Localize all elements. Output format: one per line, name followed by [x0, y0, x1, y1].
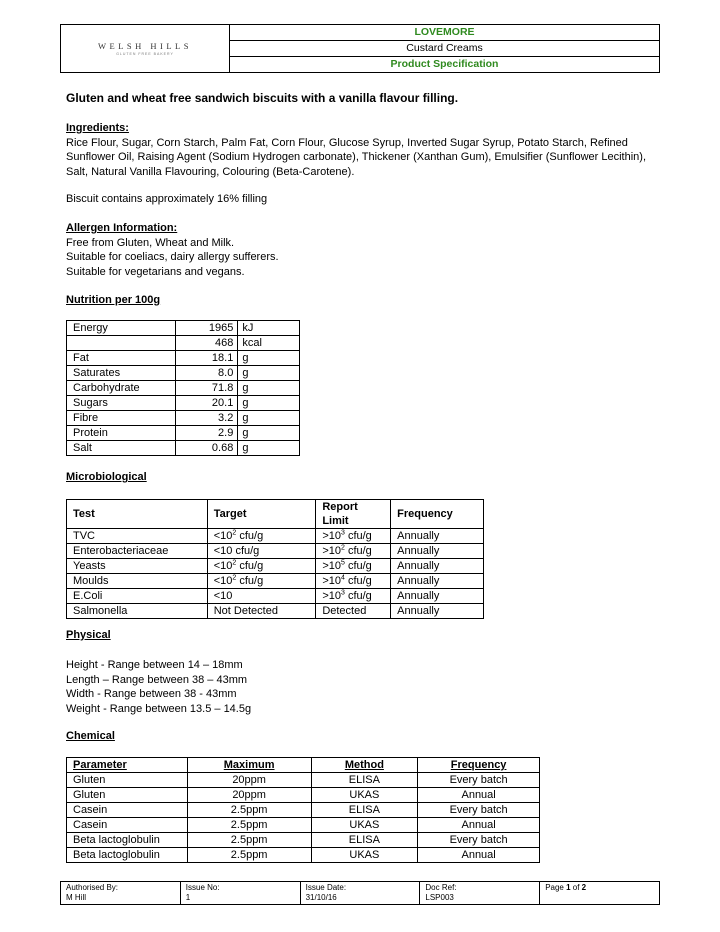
- chemical-row: [67, 773, 540, 788]
- limit-exponent: 3: [340, 589, 345, 597]
- limit-base: >10: [322, 590, 341, 602]
- footer-value: M Hill: [66, 893, 86, 902]
- issue-date-cell: [301, 882, 421, 904]
- frequency: Annually: [391, 574, 484, 589]
- limit-exponent: 4: [340, 574, 345, 582]
- limit-base: Detected: [322, 605, 367, 617]
- nutrient-unit: kJ: [238, 321, 300, 336]
- limit-unit: cfu/g: [344, 575, 372, 587]
- method: UKAS: [311, 848, 418, 863]
- maximum: 2.5ppm: [187, 803, 311, 818]
- nutrient-name: Fibre: [67, 411, 176, 426]
- nutrition-row: [67, 366, 300, 381]
- test-name: Yeasts: [67, 559, 208, 574]
- limit-cell: [316, 604, 391, 619]
- allergen-heading: Allergen Information:: [66, 222, 178, 234]
- authorised-cell: [61, 882, 181, 904]
- nutrition-row: [67, 336, 300, 351]
- page-number: 1: [566, 883, 571, 892]
- nutrient-value: 20.1: [175, 396, 238, 411]
- parameter: Beta lactoglobulin: [67, 848, 188, 863]
- limit-base: >10: [322, 530, 341, 542]
- column-header: Report Limit: [316, 500, 391, 529]
- page-of: of: [570, 883, 582, 892]
- column-header: Frequency: [391, 500, 484, 529]
- column-header: Method: [311, 758, 418, 773]
- parameter: Beta lactoglobulin: [67, 833, 188, 848]
- physical-line: Weight - Range between 13.5 – 14.5g: [66, 702, 252, 715]
- limit-base: >10: [322, 575, 341, 587]
- limit-cell: [316, 544, 391, 559]
- target-base: <10 cfu/g: [213, 545, 260, 557]
- target-cell: [207, 544, 316, 559]
- chemical-heading: Chemical: [66, 730, 115, 742]
- method: UKAS: [311, 788, 418, 803]
- frequency: Every batch: [418, 803, 540, 818]
- nutrition-row: [67, 381, 300, 396]
- target-base: <10: [213, 590, 233, 602]
- target-cell: [207, 529, 316, 544]
- target-unit: cfu/g: [236, 530, 264, 542]
- document-type: Product Specification: [390, 58, 499, 70]
- allergen-line: Free from Gluten, Wheat and Milk.: [66, 236, 235, 249]
- nutrition-row: [67, 426, 300, 441]
- page-number-cell: [540, 882, 659, 904]
- logo-subtext: GLUTEN FREE BAKERY: [116, 52, 174, 56]
- test-name: E.Coli: [67, 589, 208, 604]
- maximum: 20ppm: [187, 773, 311, 788]
- allergen-line: Suitable for vegetarians and vegans.: [66, 265, 245, 278]
- nutrient-unit: g: [238, 396, 300, 411]
- limit-unit: cfu/g: [344, 590, 372, 602]
- frequency: Annual: [418, 818, 540, 833]
- frequency: Annual: [418, 788, 540, 803]
- nutrient-value: 71.8: [175, 381, 238, 396]
- limit-unit: cfu/g: [344, 545, 372, 557]
- physical-heading: Physical: [66, 629, 111, 641]
- footer-label: Issue No:: [185, 883, 220, 892]
- parameter: Casein: [67, 803, 188, 818]
- physical-line: Length – Range between 38 – 43mm: [66, 673, 248, 686]
- nutrient-name: [67, 336, 176, 351]
- method: ELISA: [311, 773, 418, 788]
- nutrition-row: [67, 441, 300, 456]
- target-base: <10: [213, 530, 233, 542]
- parameter: Gluten: [67, 788, 188, 803]
- micro-row: [67, 589, 484, 604]
- nutrition-heading: Nutrition per 100g: [66, 294, 161, 306]
- column-header: Test: [67, 500, 208, 529]
- nutrient-unit: g: [238, 366, 300, 381]
- maximum: 20ppm: [187, 788, 311, 803]
- page-total: 2: [581, 883, 587, 892]
- chemical-row: [67, 848, 540, 863]
- chemical-row: [67, 818, 540, 833]
- limit-exponent: 5: [340, 559, 345, 567]
- limit-exponent: 2: [340, 544, 345, 552]
- allergen-line: Suitable for coeliacs, dairy allergy sufferers.: [66, 251, 279, 263]
- nutrient-name: Salt: [67, 441, 176, 456]
- target-exponent: 2: [232, 559, 237, 567]
- micro-row: [67, 559, 484, 574]
- nutrient-name: Protein: [67, 426, 176, 441]
- document-header: [60, 24, 660, 73]
- nutrition-row: [67, 396, 300, 411]
- limit-cell: [316, 589, 391, 604]
- nutrient-name: Sugars: [67, 396, 176, 411]
- footer-value: LSP003: [425, 893, 454, 902]
- column-header: Parameter: [67, 758, 188, 773]
- nutrient-unit: kcal: [238, 336, 300, 351]
- ingredients-text: Rice Flour, Sugar, Corn Starch, Palm Fat, Corn Flour, Glucose Syrup, Inverted Sugar Syrup, Potato Starch, Refined Sunflower Oil, Raising Agent (Sodium Hydrogen carbonate), Thickener (Xanthan Gum), Emulsifier (Sunflower Lecithin), Salt, Natural Vanilla Flavouring, Colouring (Beta-Carotene).: [66, 136, 647, 178]
- limit-cell: [316, 574, 391, 589]
- document-footer: [60, 881, 660, 905]
- ingredients-section: [66, 121, 658, 179]
- micro-heading: Microbiological: [66, 471, 147, 483]
- nutrition-row: [67, 321, 300, 336]
- test-name: Salmonella: [67, 604, 208, 619]
- test-name: Enterobacteriaceae: [67, 544, 208, 559]
- nutrient-name: Energy: [67, 321, 176, 336]
- product-name: Custard Creams: [230, 41, 659, 57]
- micro-row: [67, 604, 484, 619]
- frequency: Annually: [391, 589, 484, 604]
- footer-value: 1: [185, 893, 191, 902]
- nutrient-unit: g: [238, 381, 300, 396]
- target-base: Not Detected: [213, 605, 278, 617]
- target-cell: [207, 589, 316, 604]
- maximum: 2.5ppm: [187, 848, 311, 863]
- chemical-row: [67, 803, 540, 818]
- target-exponent: 2: [232, 574, 237, 582]
- method: ELISA: [311, 833, 418, 848]
- physical-line: Width - Range between 38 - 43mm: [66, 688, 237, 700]
- column-header: Maximum: [187, 758, 311, 773]
- target-base: <10: [213, 575, 233, 587]
- limit-unit: cfu/g: [344, 560, 372, 572]
- footer-label: Issue Date:: [305, 883, 347, 892]
- limit-cell: [316, 529, 391, 544]
- nutrient-unit: g: [238, 441, 300, 456]
- chemical-row: [67, 833, 540, 848]
- frequency: Annually: [391, 529, 484, 544]
- nutrient-unit: g: [238, 411, 300, 426]
- logo-text: WELSH HILLS: [98, 41, 192, 51]
- target-base: <10: [213, 560, 233, 572]
- method: ELISA: [311, 803, 418, 818]
- frequency: Every batch: [418, 833, 540, 848]
- frequency: Annually: [391, 559, 484, 574]
- target-cell: [207, 574, 316, 589]
- nutrition-row: [67, 411, 300, 426]
- nutrient-unit: g: [238, 426, 300, 441]
- method: UKAS: [311, 818, 418, 833]
- allergen-section: [66, 221, 658, 279]
- test-name: TVC: [67, 529, 208, 544]
- target-unit: cfu/g: [236, 575, 264, 587]
- target-cell: [207, 559, 316, 574]
- limit-exponent: 3: [340, 529, 345, 537]
- nutrition-row: [67, 351, 300, 366]
- nutrient-name: Fat: [67, 351, 176, 366]
- frequency: Annual: [418, 848, 540, 863]
- target-unit: cfu/g: [236, 560, 264, 572]
- ingredients-heading: Ingredients:: [66, 122, 129, 134]
- company-name: LOVEMORE: [230, 25, 659, 41]
- page-prefix: Page: [545, 883, 567, 892]
- footer-label: Doc Ref:: [425, 883, 457, 892]
- frequency: Annually: [391, 544, 484, 559]
- footer-label: Authorised By:: [66, 883, 119, 892]
- logo: [61, 25, 230, 72]
- frequency: Every batch: [418, 773, 540, 788]
- nutrient-unit: g: [238, 351, 300, 366]
- micro-row: [67, 544, 484, 559]
- nutrition-table: [66, 320, 300, 456]
- micro-table: [66, 499, 484, 619]
- column-header: Frequency: [418, 758, 540, 773]
- target-exponent: 2: [232, 529, 237, 537]
- test-name: Moulds: [67, 574, 208, 589]
- parameter: Casein: [67, 818, 188, 833]
- chemical-table: [66, 757, 540, 863]
- issue-no-cell: [181, 882, 301, 904]
- nutrient-name: Carbohydrate: [67, 381, 176, 396]
- maximum: 2.5ppm: [187, 833, 311, 848]
- chemical-row: [67, 788, 540, 803]
- nutrient-value: 8.0: [175, 366, 238, 381]
- filling-note: Biscuit contains approximately 16% filling: [66, 193, 268, 205]
- column-header: Target: [207, 500, 316, 529]
- nutrient-value: 3.2: [175, 411, 238, 426]
- nutrient-value: 2.9: [175, 426, 238, 441]
- limit-base: >10: [322, 560, 341, 572]
- physical-line: Height - Range between 14 – 18mm: [66, 659, 243, 671]
- limit-unit: cfu/g: [344, 530, 372, 542]
- target-cell: [207, 604, 316, 619]
- frequency: Annually: [391, 604, 484, 619]
- physical-section: [66, 658, 658, 716]
- product-description: Gluten and wheat free sandwich biscuits with a vanilla flavour filling.: [66, 91, 459, 105]
- doc-ref-cell: [420, 882, 540, 904]
- limit-cell: [316, 559, 391, 574]
- nutrient-value: 18.1: [175, 351, 238, 366]
- footer-value: 31/10/16: [305, 893, 337, 902]
- nutrient-name: Saturates: [67, 366, 176, 381]
- micro-row: [67, 529, 484, 544]
- parameter: Gluten: [67, 773, 188, 788]
- maximum: 2.5ppm: [187, 818, 311, 833]
- nutrient-value: 468: [175, 336, 238, 351]
- nutrient-value: 1965: [175, 321, 238, 336]
- micro-row: [67, 574, 484, 589]
- nutrient-value: 0.68: [175, 441, 238, 456]
- limit-base: >10: [322, 545, 341, 557]
